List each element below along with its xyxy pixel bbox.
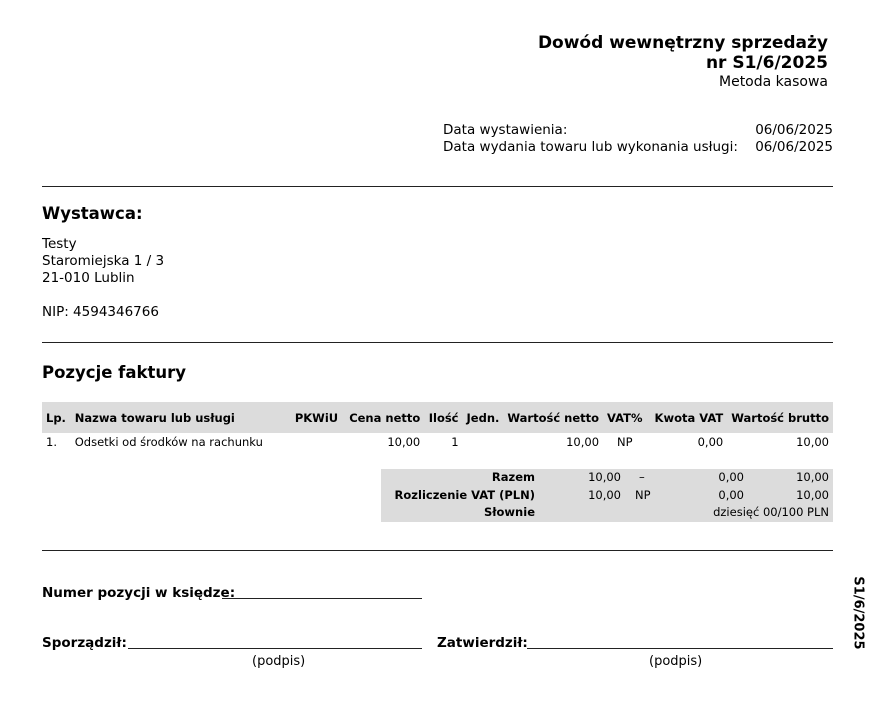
table-header-row [42,402,833,433]
summary-vat-net: 10,00 [588,487,621,502]
side-document-number-text: S1/6/2025 [850,575,866,650]
book-entry-line [222,598,422,599]
summary-vat-label: Rozliczenie VAT (PLN) [394,487,535,502]
cell-vat-rate: NP [617,435,633,449]
col-net-value: Wartość netto [503,402,603,433]
approved-by-signature-line [527,648,833,649]
prepared-by-signature-hint: (podpis) [252,654,306,669]
dates-block [443,122,833,156]
issuer-heading: Wystawca: [42,204,143,223]
summary-total-row [381,469,833,487]
issuer-name: Testy [42,236,77,252]
issuer-address [42,236,164,287]
approved-by-label: Zatwierdził: [437,635,528,651]
payment-method: Metoda kasowa [719,74,828,90]
cell-vat-amount: 0,00 [697,435,724,449]
cell-qty: 1 [451,435,459,449]
col-qty: Ilość [424,402,462,433]
summary-words-row [381,504,833,522]
col-pkwiu: PKWiU [291,402,342,433]
issue-date-value: 06/06/2025 [755,122,833,138]
document-number: nr S1/6/2025 [705,53,828,73]
divider [42,342,833,343]
issue-date-label: Data wystawienia: [443,122,568,138]
summary-vat-row [381,487,833,505]
summary-block [381,469,833,522]
side-document-number [838,575,877,650]
summary-words-label: Słownie [483,505,535,519]
document-title-line1: Dowód wewnętrzny sprzedaży [537,33,828,53]
cell-unit [463,433,504,451]
book-entry-label: Numer pozycji w księdze: [42,585,236,601]
summary-total-gross: 10,00 [796,470,829,484]
delivery-date-value: 06/06/2025 [755,139,833,155]
delivery-date-label: Data wydania towaru lub wykonania usługi: [443,139,738,155]
items-table [42,402,833,451]
col-vat-amount: Kwota VAT [647,402,728,433]
col-lp: Lp. [42,402,71,433]
col-unit: Jedn. [463,402,504,433]
summary-total-net: 10,00 [588,470,621,484]
prepared-by-signature-line [128,648,422,649]
summary-vat-rate: NP [635,487,651,502]
document-title [538,33,828,73]
divider [42,186,833,187]
col-net-price: Cena netto [342,402,424,433]
table-row [42,433,833,451]
cell-pkwiu [291,433,342,451]
summary-vat-amount: 0,00 [718,487,744,502]
col-name: Nazwa towaru lub usługi [71,402,291,433]
summary-total-vat-rate: – [639,470,645,484]
issuer-nip: NIP: 4594346766 [42,304,159,320]
col-gross-value: Wartość brutto [727,402,833,433]
summary-total-label: Razem [491,470,535,484]
cell-net-price: 10,00 [387,435,421,449]
summary-total-vat: 0,00 [718,470,744,484]
issuer-street: Staromiejska 1 / 3 [42,253,165,269]
cell-gross-value: 10,00 [796,435,829,449]
summary-vat-gross: 10,00 [796,487,829,502]
approved-by-signature-hint: (podpis) [649,654,703,669]
col-vat-rate: VAT% [603,402,647,433]
prepared-by-label: Sporządził: [42,635,127,651]
issuer-city: 21-010 Lublin [42,270,135,286]
divider [42,550,833,551]
items-heading: Pozycje faktury [42,363,186,382]
summary-words-value: dziesięć 00/100 PLN [713,505,829,519]
cell-lp: 1. [46,435,57,449]
cell-net-value: 10,00 [566,435,600,449]
cell-name: Odsetki od środków na rachunku [74,435,263,449]
